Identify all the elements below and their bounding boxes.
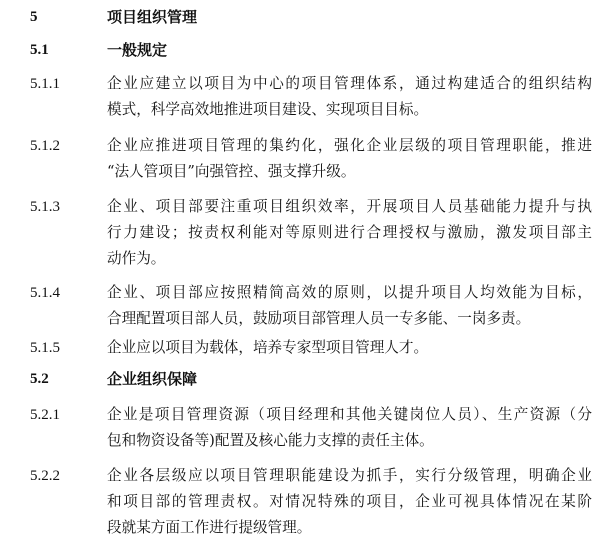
section-title: 企业组织保障 [107, 370, 198, 388]
clause-line: 和项目部的管理责权。对情况特殊的项目，企业可视具体情况在某阶 [107, 493, 592, 510]
clause-number: 5.1.5 [30, 340, 60, 356]
clause-text [107, 194, 592, 272]
clause-line: 动作为。 [107, 250, 166, 267]
clause-line: 包和物资设备等)配置及核心能力支撑的责任主体。 [107, 432, 434, 449]
clause-number: 5.1.1 [30, 76, 60, 92]
clause-number: 5.2.1 [30, 407, 60, 423]
clause-line: 企业、项目部要注重项目组织效率，开展项目人员基础能力提升与执 [107, 198, 592, 215]
clause-line: 企业应推进项目管理的集约化，强化企业层级的项目管理职能，推进 [107, 137, 592, 154]
clause-number: 5.1.3 [30, 199, 60, 215]
clause-text [107, 280, 592, 332]
clause-line: 模式，科学高效地推进项目建设、实现项目目标。 [107, 101, 429, 118]
clause-text [107, 133, 592, 185]
clause-number: 5.1.2 [30, 138, 60, 154]
section-number: 5.2 [30, 371, 49, 387]
clause-line: 行力建设；按责权利能对等原则进行合理授权与激励，激发项目部主 [107, 224, 592, 241]
chapter-number: 5 [30, 9, 38, 25]
clause-text [107, 463, 592, 541]
clause-line: 企业应建立以项目为中心的项目管理体系，通过构建适合的组织结构 [107, 75, 592, 92]
clause-line: 企业应以项目为载体，培养专家型项目管理人才。 [107, 339, 429, 356]
clause-number: 5.2.2 [30, 468, 60, 484]
clause-text [107, 402, 592, 454]
clause-line: 合理配置项目部人员，鼓励项目部管理人员一专多能、一岗多责。 [107, 310, 531, 327]
clause-line: 企业是项目管理资源（项目经理和其他关键岗位人员）、生产资源（分 [107, 406, 592, 423]
section-number: 5.1 [30, 42, 49, 58]
clause-text [107, 71, 592, 123]
chapter-title: 项目组织管理 [107, 8, 198, 26]
clause-number: 5.1.4 [30, 285, 60, 301]
clause-text [107, 335, 592, 361]
clause-line: “法人管项目”向强管控、强支撑升级。 [107, 163, 356, 180]
clause-line: 企业各层级应以项目管理职能建设为抓手，实行分级管理，明确企业 [107, 467, 592, 484]
clause-line: 企业、项目部应按照精简高效的原则，以提升项目人均效能为目标， [107, 284, 592, 301]
section-title: 一般规定 [107, 41, 168, 59]
clause-line: 段就某方面工作进行提级管理。 [107, 519, 312, 536]
